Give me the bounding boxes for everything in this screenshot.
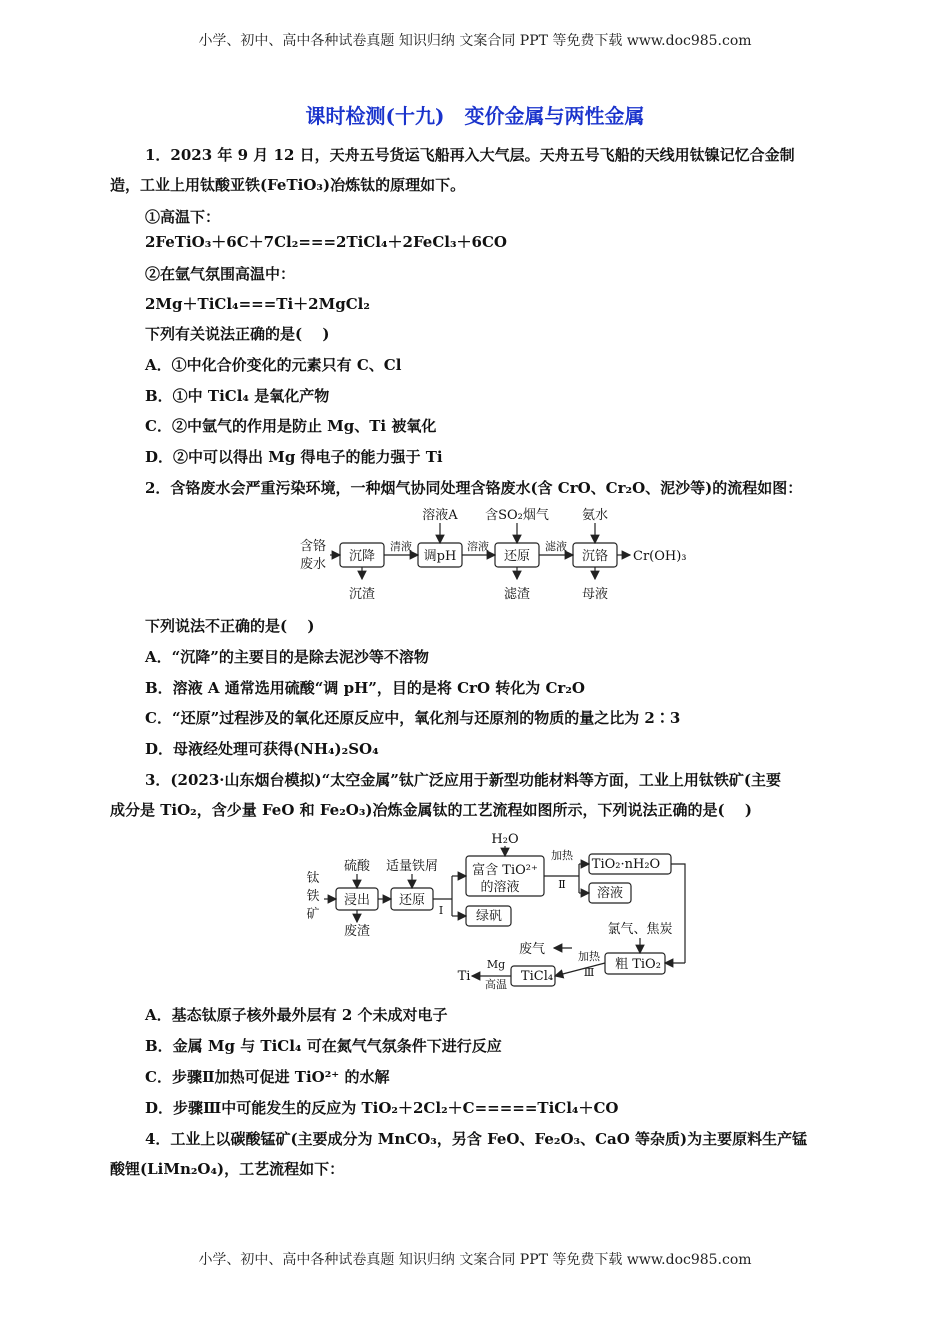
q2-box2-label: 调pH [423, 549, 457, 564]
q2-reagent-a: 溶液A [422, 508, 458, 523]
q3-green-vitriol: 绿矾 [475, 909, 503, 924]
page-footer: 小学、初中、高中各种试卷真题 知识归纳 文案合同 PPT 等免费下载 www.doc985.com [198, 1252, 752, 1268]
q3-reduce-label: 还原 [398, 893, 426, 908]
q1-stem-line1: 1．2023 年 9 月 12 日，天舟五号货运飞船再入大气层。天舟五号飞船的天线用钛镍记忆合金制 [145, 146, 795, 164]
q1-option-d: D．②中可以得出 Mg 得电子的能力强于 Ti [145, 448, 443, 466]
q3-rich-line1: 富含 TiO²⁺ [472, 863, 538, 878]
q2-sediment: 沉渣 [348, 587, 376, 602]
q3-solution: 溶液 [596, 886, 624, 901]
q3-crude-tio2: 粗 TiO₂ [615, 957, 661, 972]
q2-filter-residue: 滤渣 [503, 587, 531, 602]
q3-hydrate: TiO₂·nH₂O [591, 857, 661, 872]
q2-reagent-so2: 含SO₂烟气 [485, 508, 549, 523]
q3-ore-char2: 铁 [306, 889, 320, 904]
q2-option-c: C．“还原”过程涉及的氧化还原反应中，氧化剂与还原剂的物质的量之比为 2∶3 [145, 709, 681, 727]
q3-ticl4: TiCl₄ [520, 969, 554, 984]
q2-input-top: 含铬 [300, 539, 327, 554]
q3-sulfuric-acid: 硫酸 [343, 859, 371, 874]
q2-option-a: A．“沉降”的主要目的是除去泥沙等不溶物 [145, 648, 429, 666]
q1-stem-line2: 造，工业上用钛酸亚铁(FeTiO₃)冶炼钛的原理如下。 [110, 176, 466, 194]
q3-stem-line1: 3．(2023·山东烟台模拟)“太空金属”钛广泛应用于新型功能材料等方面，工业上用钛铁矿(主要 [145, 771, 781, 789]
q1-equation1: 2FeTiO₃＋6C＋7Cl₂===2TiCl₄＋2FeCl₃＋6CO [145, 233, 507, 251]
q3-ore-char1: 钛 [306, 871, 320, 886]
q3-mg-label: Mg [486, 958, 506, 971]
page-header: 小学、初中、高中各种试卷真题 知识归纳 文案合同 PPT 等免费下载 www.doc985.com [198, 33, 752, 49]
q3-heat3-label: 加热 [578, 950, 600, 963]
q3-option-a: A．基态钛原子核外最外层有 2 个未成对电子 [145, 1006, 448, 1024]
q3-exhaust-gas: 废气 [518, 942, 546, 957]
q1-question: 下列有关说法正确的是( ) [145, 325, 330, 343]
q2-flowchart [290, 505, 710, 605]
q3-leach-label: 浸出 [343, 893, 371, 908]
q3-heat-label: 加热 [551, 849, 573, 862]
q3-chlorine-coke: 氯气、焦炭 [607, 922, 673, 937]
q1-step1: ①高温下： [145, 208, 221, 226]
q3-step1: Ⅰ [438, 904, 444, 917]
q2-reagent-ammonia: 氨水 [581, 508, 609, 523]
q3-iron-scraps: 适量铁屑 [385, 859, 439, 874]
q2-arrow2-label: 溶液 [467, 540, 489, 553]
q2-option-d: D．母液经处理可获得(NH₄)₂SO₄ [145, 740, 379, 758]
q3-ore-char3: 矿 [306, 907, 320, 922]
q2-arrow3-label: 滤液 [545, 540, 567, 553]
q4-stem-line2: 酸锂(LiMn₂O₄)，工艺流程如下： [110, 1160, 345, 1178]
q1-option-a: A．①中化合价变化的元素只有 C、Cl [145, 356, 402, 374]
q3-step2: Ⅱ [558, 878, 566, 891]
q3-rich-line2: 的溶液 [480, 880, 520, 895]
page-title: 课时检测(十九) 变价金属与两性金属 [305, 104, 645, 128]
q3-high-temp: 高温 [485, 978, 507, 991]
q2-input-bottom: 废水 [300, 557, 327, 572]
q3-water: H₂O [491, 832, 519, 847]
q1-equation2: 2Mg＋TiCl₄===Ti＋2MgCl₂ [145, 295, 370, 313]
q3-waste-residue: 废渣 [343, 924, 371, 939]
q4-stem-line1: 4．工业上以碳酸锰矿(主要成分为 MnCO₃，另含 FeO、Fe₂O₃、CaO 等杂质)为主要原料生产锰 [145, 1130, 808, 1148]
q1-step2: ②在氩气氛围高温中： [145, 265, 296, 283]
q3-option-b: B．金属 Mg 与 TiCl₄ 可在氮气气氛条件下进行反应 [145, 1037, 502, 1055]
q3-step3: Ⅲ [583, 966, 595, 979]
q2-box3-label: 还原 [503, 549, 531, 564]
q2-arrow1-label: 清液 [390, 540, 412, 553]
q2-box4-label: 沉铬 [581, 549, 609, 564]
q2-option-b: B．溶液 A 通常选用硫酸“调 pH”，目的是将 CrO 转化为 Cr₂O [145, 679, 585, 697]
q2-box1-label: 沉降 [348, 549, 376, 564]
q1-option-c: C．②中氩气的作用是防止 Mg、Ti 被氧化 [145, 417, 437, 435]
q2-mother-liquor: 母液 [581, 587, 609, 602]
q3-titanium: Ti [457, 969, 471, 984]
q1-option-b: B．①中 TiCl₄ 是氧化产物 [145, 387, 330, 405]
q2-stem: 2．含铬废水会严重污染环境，一种烟气协同处理含铬废水(含 CrO、Cr₂O、泥沙等)的流程如图： [145, 479, 803, 497]
q3-flowchart [300, 826, 720, 996]
q3-stem-line2: 成分是 TiO₂，含少量 FeO 和 Fe₂O₃)冶炼金属钛的工艺流程如图所示，下列说法正确的是( ) [110, 801, 752, 819]
q2-question: 下列说法不正确的是( ) [145, 617, 315, 635]
q3-option-c: C．步骤Ⅱ加热可促进 TiO²⁺ 的水解 [145, 1068, 390, 1086]
q2-product: Cr(OH)₃ [633, 549, 687, 564]
q3-option-d: D．步骤Ⅲ中可能发生的反应为 TiO₂＋2Cl₂＋C=====TiCl₄＋CO [145, 1099, 619, 1117]
